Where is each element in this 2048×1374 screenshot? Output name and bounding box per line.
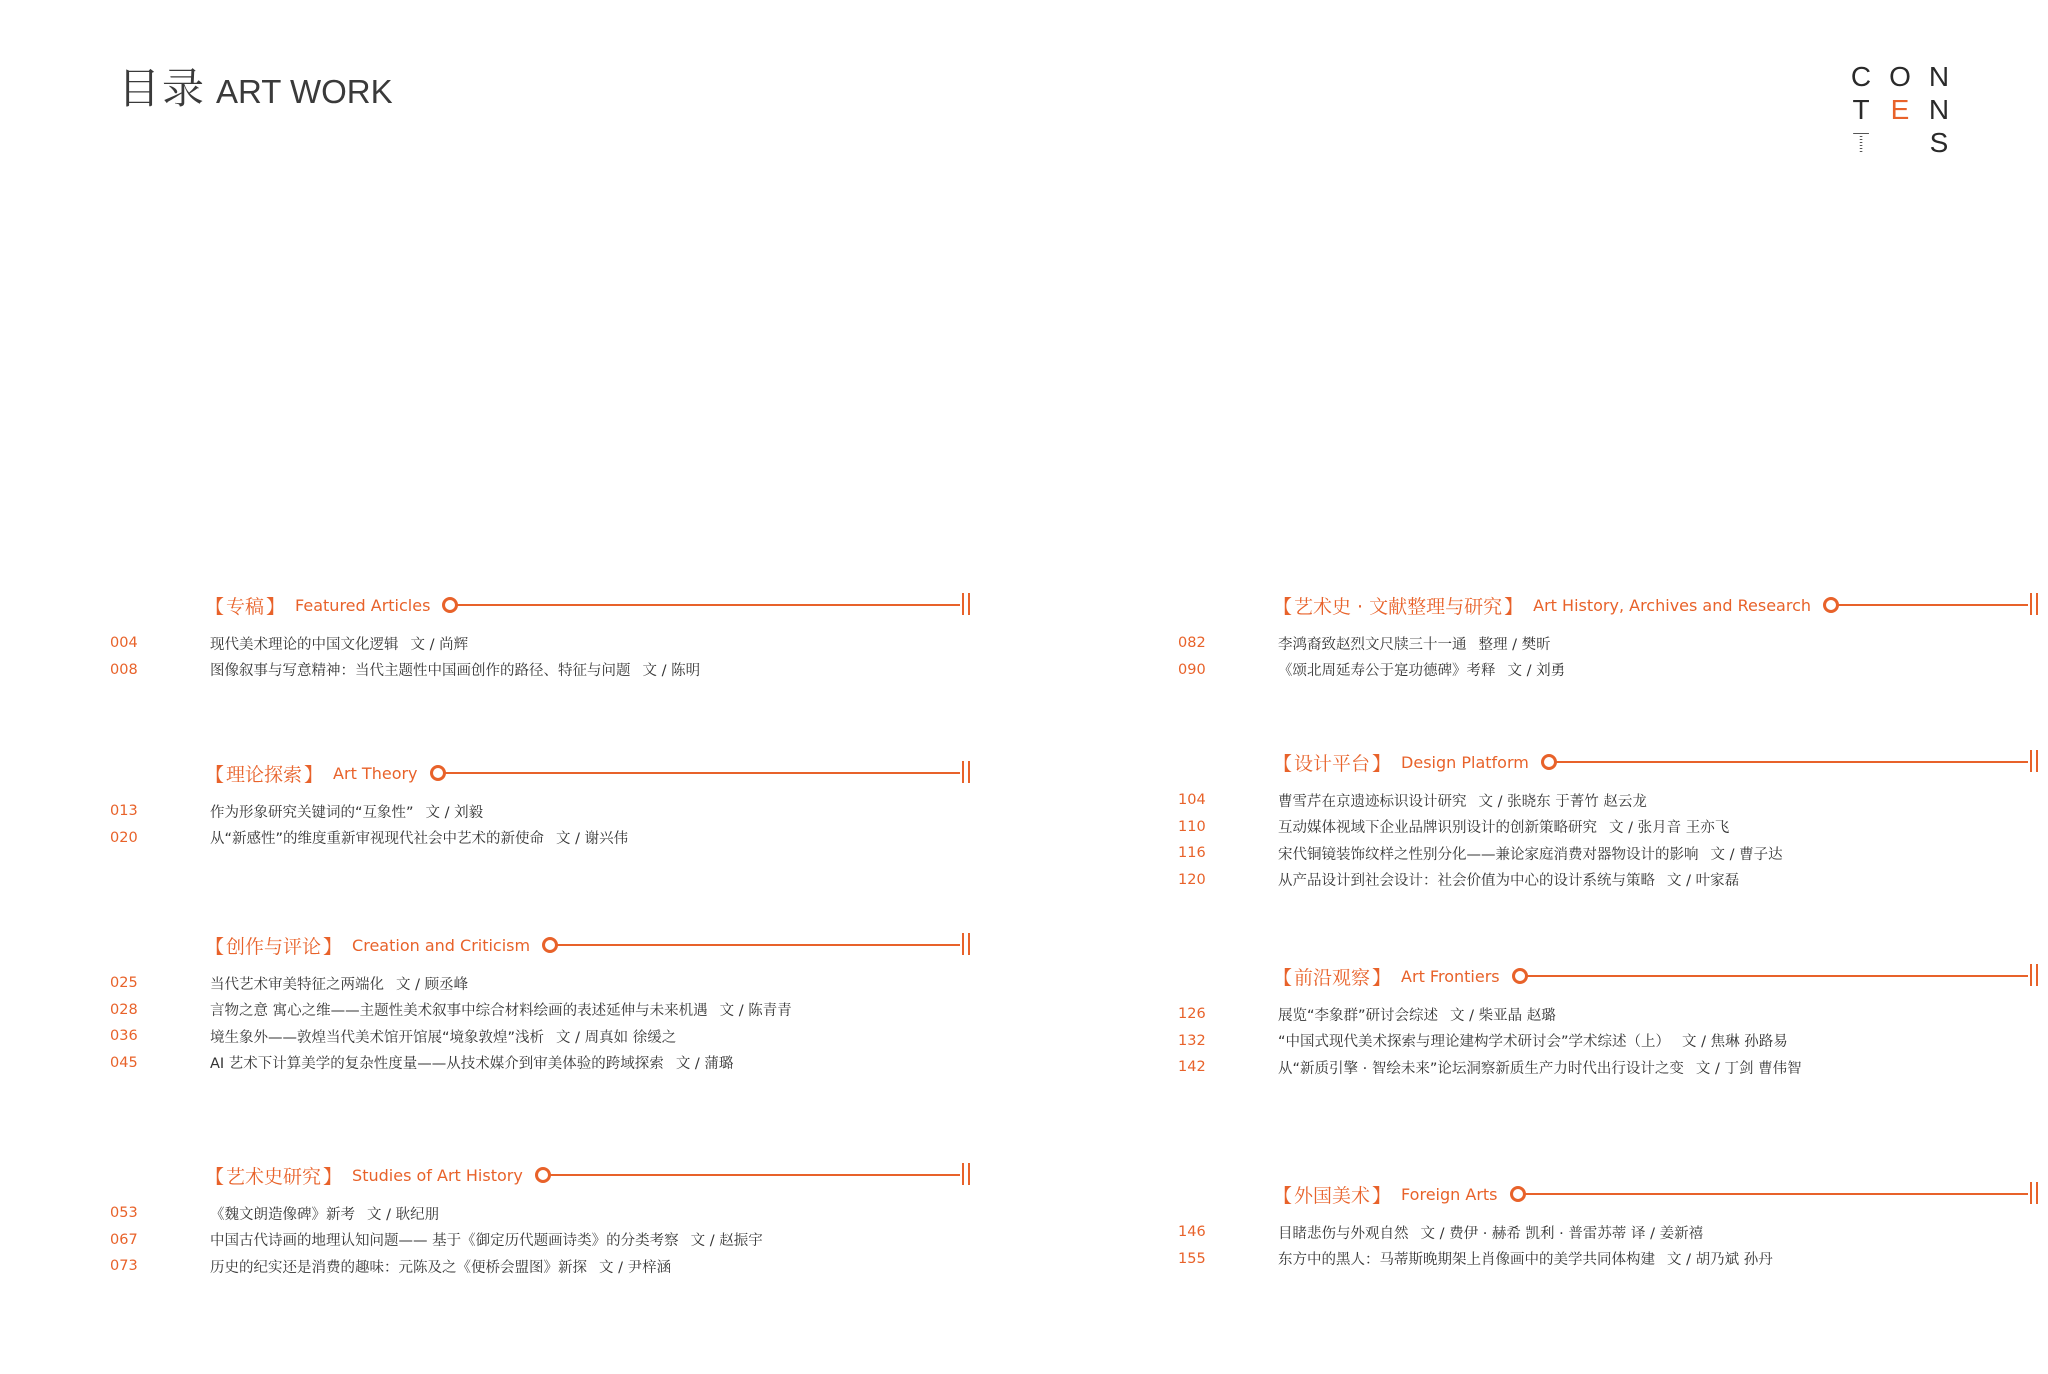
page-number: 126 <box>1178 1006 1206 1023</box>
article-author: 文 / 刘勇 <box>1507 663 1566 680</box>
toc-entry[interactable] <box>1178 1054 2038 1081</box>
section-title-chinese: 前沿观察 <box>1294 966 1371 989</box>
toc-entry[interactable] <box>1178 787 2038 814</box>
section-bracket-open: 【 <box>1273 595 1293 618</box>
section-leader-line <box>1541 747 2038 777</box>
section-bracket-open: 【 <box>205 1165 225 1188</box>
section-bracket-close: 】 <box>1372 752 1392 775</box>
page-number: 036 <box>110 1028 138 1045</box>
leader-rule <box>556 944 960 946</box>
entry-list <box>110 630 970 683</box>
end-bar-icon <box>968 761 970 783</box>
leader-rule <box>456 604 960 606</box>
section-title-english: Art Frontiers <box>1401 966 1500 986</box>
page-number: 110 <box>1178 818 1206 835</box>
toc-entry[interactable] <box>1178 840 2038 867</box>
article-title: 李鸿裔致赵烈文尺牍三十一通 <box>1278 636 1467 653</box>
article-title: 互动媒体视域下企业品牌识别设计的创新策略研究 <box>1278 820 1597 837</box>
section-title-english: Creation and Criticism <box>352 935 531 955</box>
section-title-english: Featured Articles <box>295 595 431 615</box>
article-author: 文 / 顾丞峰 <box>396 976 469 993</box>
section-bracket-close: 】 <box>1372 1184 1392 1207</box>
article-author: 文 / 尚辉 <box>410 636 469 653</box>
toc-entry[interactable] <box>1178 630 2038 657</box>
logo-letter: C <box>1850 60 1872 92</box>
entry-list <box>110 798 970 851</box>
entry-list <box>110 1200 970 1280</box>
section-heading <box>205 590 970 620</box>
page-number: 004 <box>110 635 138 652</box>
article-title: 展览“李象群”研讨会综述 <box>1278 1007 1439 1024</box>
page-number: 013 <box>110 803 138 820</box>
article-title: 言物之意 寓心之维——主题性美术叙事中综合材料绘画的表述延伸与未来机遇 <box>210 1003 708 1020</box>
section-heading <box>205 930 970 960</box>
end-bar-icon <box>968 933 970 955</box>
toc-entry[interactable] <box>110 1200 970 1227</box>
page-number: 020 <box>110 829 138 846</box>
toc-entry[interactable] <box>110 997 970 1024</box>
section-bracket-close: 】 <box>1504 595 1524 618</box>
section-bracket-open: 【 <box>205 763 225 786</box>
section-title-chinese: 设计平台 <box>1294 752 1371 775</box>
leader-rule <box>1555 761 2028 763</box>
toc-entry[interactable] <box>1178 867 2038 894</box>
toc-entry[interactable] <box>1178 1028 2038 1055</box>
page-number: 132 <box>1178 1032 1206 1049</box>
end-bar-icon <box>962 1163 964 1185</box>
article-author: 文 / 曹子达 <box>1710 846 1783 863</box>
toc-entry[interactable] <box>110 630 970 657</box>
section-bracket-open: 【 <box>205 935 225 958</box>
page-number: 082 <box>1178 635 1206 652</box>
article-author: 文 / 焦琳 孙路易 <box>1682 1034 1788 1051</box>
section-leader-line <box>1512 961 2038 991</box>
section-title-chinese: 专稿 <box>226 595 265 618</box>
leader-rule <box>549 1174 960 1176</box>
toc-entry[interactable] <box>110 798 970 825</box>
article-title: “中国式现代美术探索与理论建构学术研讨会”学术综述（上） <box>1278 1034 1671 1051</box>
toc-entry[interactable] <box>1178 1001 2038 1028</box>
end-bar-icon <box>2036 964 2038 986</box>
article-author: 文 / 尹梓涵 <box>599 1259 672 1276</box>
page-title <box>118 56 393 116</box>
leader-rule <box>1526 975 2028 977</box>
article-title: 目睹悲伤与外观自然 <box>1278 1225 1409 1242</box>
logo-letter: E <box>1890 93 1910 125</box>
section-bracket-open: 【 <box>1273 752 1293 775</box>
section-title-english: Design Platform <box>1401 752 1529 772</box>
article-title: 作为形象研究关键词的“互象性” <box>210 804 414 821</box>
leader-rule <box>444 772 960 774</box>
section-heading <box>1273 590 2038 620</box>
toc-entry[interactable] <box>1178 1219 2038 1246</box>
end-bar-icon <box>968 1163 970 1185</box>
toc-entry[interactable] <box>1178 1246 2038 1273</box>
entry-list <box>110 970 970 1076</box>
toc-entry[interactable] <box>110 825 970 852</box>
section-title-english: Foreign Arts <box>1401 1184 1498 1204</box>
section-title-chinese: 艺术史研究 <box>226 1165 322 1188</box>
section-title-english: Art Theory <box>333 763 418 783</box>
article-author: 文 / 费伊 · 赫希 凯利 · 普雷苏蒂 译 / 姜新禧 <box>1420 1225 1704 1242</box>
toc-entry[interactable] <box>110 970 970 997</box>
end-bar-icon <box>968 593 970 615</box>
section-leader-line <box>542 930 970 960</box>
page-number: 155 <box>1178 1250 1206 1267</box>
article-author: 文 / 张晓东 于菁竹 赵云龙 <box>1478 793 1647 810</box>
entry-list <box>1178 1219 2038 1272</box>
page-number: 104 <box>1178 792 1206 809</box>
contents-logo <box>1844 60 1956 156</box>
leader-rule <box>1524 1193 2029 1195</box>
page-number: 028 <box>110 1001 138 1018</box>
logo-letter: S <box>1929 126 1949 158</box>
section-bracket-close: 】 <box>304 763 324 786</box>
toc-entry[interactable] <box>110 1023 970 1050</box>
end-bar-icon <box>2030 750 2032 772</box>
article-author: 文 / 张月音 王亦飞 <box>1609 820 1730 837</box>
article-author: 文 / 刘毅 <box>425 804 484 821</box>
toc-entry[interactable] <box>1178 814 2038 841</box>
section-title-chinese: 创作与评论 <box>226 935 322 958</box>
section-leader-line <box>535 1160 970 1190</box>
end-bar-icon <box>2036 1182 2038 1204</box>
section-bracket-close: 】 <box>1372 966 1392 989</box>
page-number: 090 <box>1178 661 1206 678</box>
leader-rule <box>1837 604 2028 606</box>
article-title: 宋代铜镜装饰纹样之性别分化——兼论家庭消费对器物设计的影响 <box>1278 846 1699 863</box>
page-number: 073 <box>110 1258 138 1275</box>
article-title: 历史的纪实还是消费的趣味：元陈及之《便桥会盟图》新探 <box>210 1259 587 1276</box>
toc-entry[interactable] <box>1178 657 2038 684</box>
end-bar-icon <box>2036 593 2038 615</box>
page-number: 053 <box>110 1205 138 1222</box>
toc-entry[interactable] <box>110 1227 970 1254</box>
article-title: 图像叙事与写意精神：当代主题性中国画创作的路径、特征与问题 <box>210 663 631 680</box>
end-bar-icon <box>2036 750 2038 772</box>
section-heading <box>205 1160 970 1190</box>
article-author: 文 / 陈青青 <box>719 1003 792 1020</box>
entry-list <box>1178 1001 2038 1081</box>
section-heading <box>1273 961 2038 991</box>
page-number: 067 <box>110 1231 138 1248</box>
article-author: 文 / 叶家磊 <box>1667 873 1740 890</box>
end-bar-icon <box>2030 964 2032 986</box>
logo-letter: N <box>1928 93 1950 125</box>
logo-letter: O <box>1889 60 1911 92</box>
article-title: 中国古代诗画的地理认知问题—— 基于《御定历代题画诗类》的分类考察 <box>210 1233 679 1250</box>
section-bracket-open: 【 <box>1273 966 1293 989</box>
end-bar-icon <box>962 761 964 783</box>
section-title-chinese: 艺术史 · 文献整理与研究 <box>1294 595 1503 618</box>
logo-letter: N <box>1928 60 1950 92</box>
article-title: 当代艺术审美特征之两端化 <box>210 976 384 993</box>
article-title: 现代美术理论的中国文化逻辑 <box>210 636 399 653</box>
page-number: 116 <box>1178 845 1206 862</box>
logo-letter: T <box>1852 93 1870 125</box>
section-title-chinese: 外国美术 <box>1294 1184 1371 1207</box>
section-bracket-close: 】 <box>266 595 286 618</box>
article-title: AI 艺术下计算美学的复杂性度量——从技术媒介到审美体验的跨域探索 <box>210 1056 664 1073</box>
article-author: 文 / 陈明 <box>642 663 701 680</box>
section-leader-line <box>1823 590 2038 620</box>
article-author: 文 / 柴亚晶 赵璐 <box>1450 1007 1556 1024</box>
section-heading <box>205 758 970 788</box>
article-title: 从“新感性”的维度重新审视现代社会中艺术的新使命 <box>210 831 545 848</box>
article-title: 《魏文朗造像碑》新考 <box>210 1206 355 1223</box>
page-number: 146 <box>1178 1224 1206 1241</box>
end-bar-icon <box>2030 1182 2032 1204</box>
section-heading <box>1273 747 2038 777</box>
article-author: 文 / 谢兴伟 <box>556 831 629 848</box>
section-bracket-close: 】 <box>323 1165 343 1188</box>
page-number: 008 <box>110 661 138 678</box>
logo-row-3 <box>1844 126 1956 159</box>
article-author: 整理 / 樊昕 <box>1478 636 1551 653</box>
toc-entry[interactable] <box>110 1253 970 1280</box>
section-bracket-close: 】 <box>323 935 343 958</box>
article-author: 文 / 耿纪朋 <box>367 1206 440 1223</box>
article-author: 文 / 赵振宇 <box>690 1233 763 1250</box>
logo-row-1 <box>1844 60 1956 93</box>
end-bar-icon <box>962 933 964 955</box>
toc-entry[interactable] <box>110 1050 970 1077</box>
article-author: 文 / 胡乃斌 孙丹 <box>1667 1252 1773 1269</box>
article-author: 文 / 周真如 徐缓之 <box>556 1029 677 1046</box>
section-title-chinese: 理论探索 <box>226 763 303 786</box>
section-leader-line <box>1510 1179 2039 1209</box>
article-author: 文 / 蒲璐 <box>675 1056 734 1073</box>
page-number: 142 <box>1178 1059 1206 1076</box>
section-leader-line <box>430 758 970 788</box>
logo-letter: T <box>1844 128 1878 158</box>
toc-entry[interactable] <box>110 657 970 684</box>
logo-row-2 <box>1844 93 1956 126</box>
end-bar-icon <box>962 593 964 615</box>
page-number: 120 <box>1178 871 1206 888</box>
entry-list <box>1178 787 2038 893</box>
section-title-english: Studies of Art History <box>352 1165 523 1185</box>
page-number: 025 <box>110 975 138 992</box>
article-author: 文 / 丁剑 曹伟智 <box>1695 1060 1802 1077</box>
section-leader-line <box>442 590 970 620</box>
page-title-chinese: 目录 <box>118 64 207 113</box>
article-title: 从产品设计到社会设计：社会价值为中心的设计系统与策略 <box>1278 873 1655 890</box>
section-bracket-open: 【 <box>1273 1184 1293 1207</box>
section-heading <box>1273 1179 2038 1209</box>
article-title: 东方中的黑人：马蒂斯晚期架上肖像画中的美学共同体构建 <box>1278 1252 1655 1269</box>
article-title: 从“新质引擎 · 智绘未来”论坛洞察新质生产力时代出行设计之变 <box>1278 1060 1684 1077</box>
entry-list <box>1178 630 2038 683</box>
end-bar-icon <box>2030 593 2032 615</box>
page-number: 045 <box>110 1054 138 1071</box>
section-title-english: Art History, Archives and Research <box>1533 595 1811 615</box>
article-title: 曹雪芹在京遗迹标识设计研究 <box>1278 793 1467 810</box>
article-title: 境生象外——敦煌当代美术馆开馆展“境象敦煌”浅析 <box>210 1029 545 1046</box>
section-bracket-open: 【 <box>205 595 225 618</box>
article-title: 《颂北周延寿公于寔功德碑》考释 <box>1278 663 1496 680</box>
page-title-english: ART WORK <box>216 73 393 110</box>
